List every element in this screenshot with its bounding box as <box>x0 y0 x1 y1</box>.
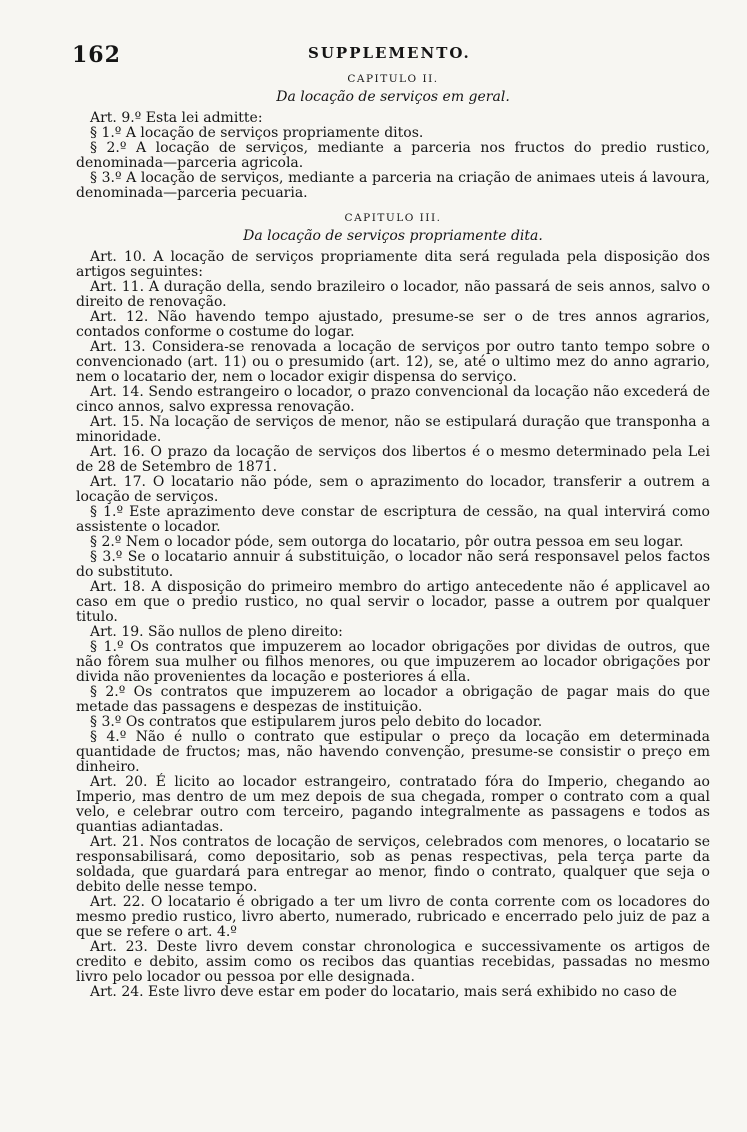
paragraph: § 2.º A locação de serviços, mediante a parceria nos fructos do predio rustico, denominada—parceria agricola. <box>76 140 710 171</box>
chapter-2-title: Da locação de serviços em geral. <box>276 89 510 105</box>
chapter-3-heading: CAPITULO III. <box>344 212 442 224</box>
paragraph: Art. 22. O locatario é obrigado a ter um livro de conta corrente com os locadores do mesmo predio rustico, livro aberto, numerado, rubricado e encerrado pelo juiz de paz a que se refere o art. 4.º <box>76 894 710 940</box>
paragraph: § 2.º Os contratos que impuzerem ao locador a obrigação de pagar mais do que metade das passagens e despezas de instituição. <box>76 684 710 715</box>
paragraph: Art. 23. Deste livro devem constar chronologica e successivamente os artigos de credito e debito, assim como os recibos das quantias recebidas, passadas no mesmo livro pelo locador ou pessoa por elle designada. <box>76 939 710 985</box>
paragraph: § 4.º Não é nullo o contrato que estipular o preço da locação em determinada quantidade de fructos; mas, não havendo convenção, presume-se consistir o preço em dinheiro. <box>76 729 710 775</box>
paragraph: § 3.º Se o locatario annuir á substituição, o locador não será responsavel pelos factos do substituto. <box>76 549 710 580</box>
page-body <box>76 70 710 1000</box>
paragraph: § 2.º Nem o locador póde, sem outorga do locatario, pôr outra pessoa em seu logar. <box>90 534 684 550</box>
paragraph: § 3.º Os contratos que estipularem juros pelo debito do locador. <box>90 714 543 730</box>
paragraph: Art. 11. A duração della, sendo brazileiro o locador, não passará de seis annos, salvo o direito de renovação. <box>76 279 710 310</box>
paragraph: Art. 13. Considera-se renovada a locação de serviços por outro tanto tempo sobre o convencionado (art. 11) ou o presumido (art. 12), se, até o ultimo mez do anno agrario, nem o locatario der, nem o locador exigir dispensa do serviço. <box>76 339 710 385</box>
paragraph: Art. 9.º Esta lei admitte: <box>90 110 263 126</box>
paragraph: Art. 24. Este livro deve estar em poder do locatario, mais será exhibido no caso de <box>90 984 677 1000</box>
paragraph: Art. 17. O locatario não póde, sem o aprazimento do locador, transferir a outrem a locação de serviços. <box>76 474 710 505</box>
paragraph: § 1.º Os contratos que impuzerem ao locador obrigações por dividas de outros, que não fôrem sua mulher ou filhos menores, ou que impuzerem ao locador obrigações por divida não provenientes da locação e posteriores á ella. <box>76 639 710 685</box>
paragraph: Art. 14. Sendo estrangeiro o locador, o prazo convencional da locação não excederá de cinco annos, salvo expressa renovação. <box>76 384 710 415</box>
paragraph: Art. 18. A disposição do primeiro membro do artigo antecedente não é applicavel ao caso em que o predio rustico, no qual servir o locador, passe a outrem por qualquer titulo. <box>76 579 710 625</box>
running-head: SUPPLEMENTO. <box>308 44 471 62</box>
paragraph: Art. 12. Não havendo tempo ajustado, presume-se ser o de tres annos agrarios, contados conforme o costume do logar. <box>76 309 710 340</box>
page-number: 162 <box>72 42 121 68</box>
paragraph: Art. 21. Nos contratos de locação de serviços, celebrados com menores, o locatario se responsabilisará, como depositario, sob as penas respectivas, pela terça parte da soldada, que guardará para entregar ao menor, findo o contrato, qualquer que seja o debito delle nesse tempo. <box>76 834 710 895</box>
paragraph: Art. 20. É licito ao locador estrangeiro, contratado fóra do Imperio, chegando ao Imperio, mas dentro de um mez depois de sua chegada, romper o contrato com a qual velo, e celebrar outro com terceiro, pagando integralmente as passagens e todos as quantias adiantadas. <box>76 774 710 835</box>
chapter-3-title: Da locação de serviços propriamente dita. <box>243 228 543 244</box>
chapter-2-body <box>76 111 710 201</box>
paragraph: Art. 15. Na locação de serviços de menor, não se estipulará duração que transponha a minoridade. <box>76 414 710 445</box>
paragraph: § 3.º A locação de serviços, mediante a parceria na criação de animaes uteis á lavoura, denominada—parceria pecuaria. <box>76 170 710 201</box>
paragraph: § 1.º Este aprazimento deve constar de escriptura de cessão, na qual intervirá como assistente o locador. <box>76 504 710 535</box>
chapter-2-heading: CAPITULO II. <box>347 73 439 85</box>
paragraph: Art. 16. O prazo da locação de serviços dos libertos é o mesmo determinado pela Lei de 28 de Setembro de 1871. <box>76 444 710 475</box>
chapter-3-body <box>76 250 710 1000</box>
paragraph: § 1.º A locação de serviços propriamente ditos. <box>90 125 424 141</box>
paragraph: Art. 19. São nullos de pleno direito: <box>90 624 343 640</box>
paragraph: Art. 10. A locação de serviços propriamente dita será regulada pela disposição dos artigos seguintes: <box>76 249 710 280</box>
